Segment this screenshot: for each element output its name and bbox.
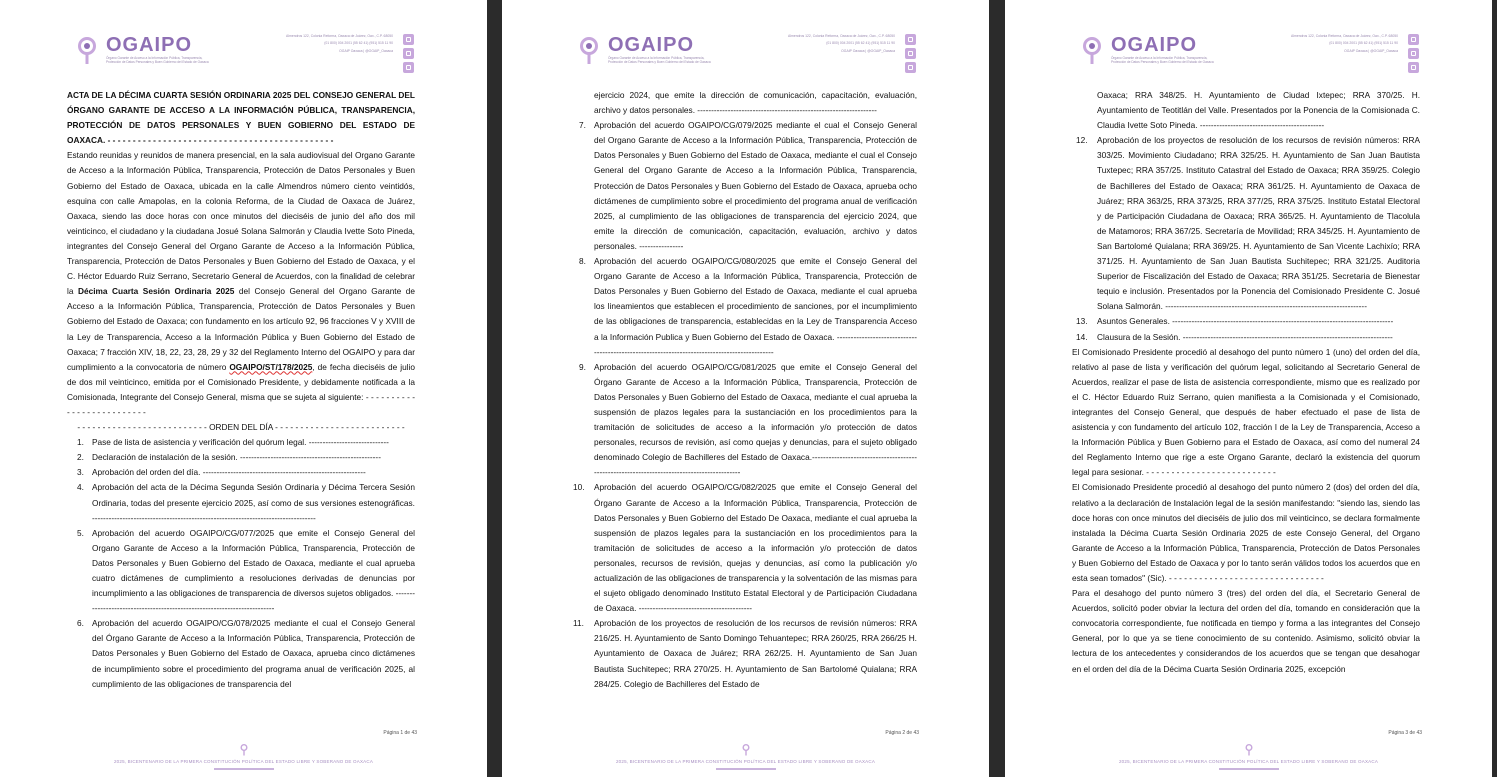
- location-icon: [1408, 34, 1419, 45]
- address-text: Almendros 122, Colonia Reforma, Oaxaca de Juárez, Oax., C.P. 68050: [788, 34, 895, 38]
- agenda-item: 1. Pase de lista de asistencia y verificación del quórum legal. -----------------------------: [77, 437, 389, 448]
- location-icon: [403, 34, 414, 45]
- footer-divider: [214, 768, 274, 770]
- page-header: [578, 34, 917, 74]
- address-text: Almendros 122, Colonia Reforma, Oaxaca de Juárez, Oax., C.P. 68050: [1291, 34, 1398, 38]
- page-number: Página 1 de 43: [383, 730, 417, 736]
- agenda-item: 6. Aprobación del acuerdo OGAIPO/CG/078/2025 mediante el cual el Consejo General del Órgano Garante de Acceso a la Información Pública, Transparencia, Protección de Datos Personales y Buen Gobierno del Estado de Oaxaca, aprueba cinco dictámenes de incumplimiento sobre el procedimiento del programa anual de verificación 2025, al cumplimiento de las obligaciones de transparencia del: [77, 618, 415, 689]
- intro-paragraph: Estando reunidas y reunidos de manera presencial, en la sala audiovisual del Organo Garante de Acceso a la Información Pública, Transparencia, Protección de Datos Personales y Buen Gobierno del Estado de Oaxaca, ubicada en la calle Almendros número ciento veintidós, esquina con calle Amapolas, en la colonia Reforma, de la Ciudad de Oaxaca de Juárez, Oaxaca, siendo las doce horas con once minutos del dieciséis de junio del año dos mil veinticinco, el ciudadano y la ciudadana Josué Solana Salmorán y Claudia Ivette Soto Pineda, integrantes del Consejo General del Organo Garante de Acceso a la Información Pública, Transparencia, Protección de Datos Personales y Buen Gobierno del Estado de Oaxaca, y el C. Héctor Eduardo Ruiz Serrano, Secretario General de Acuerdos, con la finalidad de celebrar la Décima Cuarta Sesión Ordinaria 2025 del Consejo General del Organo Garante de Acceso a la Información Pública, Transparencia, Protección de Datos Personales y Buen Gobierno del Estado de Oaxaca; con fundamento en los artículo 92, 96 fracciones V y XVIII de la Ley de Transparencia, Acceso a la Información Pública y Buen Gobierno del Estado de Oaxaca; 7 fracción XIV, 18, 22, 23, 28, 29 y 32 del Reglamento Interno del OGAIPO y para dar cumplimiento a la convocatoria de número OGAIPO/ST/178/2025, de fecha dieciséis de julio de dos mil veinticinco, emitida por el Comisionado Presidente, y debidamente notificada a la Comisionada, Integrante del Consejo General, misma que se sujeta al siguiente: - - - - - - - - - - - - - - - - - - - - - - - - - -: [67, 150, 415, 417]
- phone-text: (01 800) 004 2001 (55 62 41) (951) 515 11 90: [826, 40, 895, 45]
- brand-name: OGAIPO: [1111, 34, 1198, 56]
- contact-icons: [403, 34, 415, 76]
- location-icon: [905, 34, 916, 45]
- brand-name: OGAIPO: [106, 34, 193, 56]
- brand-name: OGAIPO: [608, 34, 695, 56]
- continued-text: ejercicio 2024, que emite la dirección de comunicación, capacitación, evaluación, archivo y datos personales. -----------------------------------------------------------------: [594, 90, 917, 116]
- document-page-2: [502, 0, 989, 777]
- agenda-list: [569, 118, 917, 692]
- page-header: [1081, 34, 1420, 74]
- footer-motto: 2025, BICENTENARIO DE LA PRIMERA CONSTITUCIÓN POLÍTICA DEL ESTADO LIBRE Y SOBERANO DE OAXACA: [113, 759, 374, 764]
- ogaipo-logo-icon: [1081, 37, 1103, 65]
- phone-icon: [905, 48, 916, 59]
- contact-block: [1278, 34, 1398, 56]
- social-text: OGAIP Oaxaca | @OGAIP_Oaxaca: [1344, 49, 1398, 54]
- agenda-item: 11. Aprobación de los proyectos de resolución de los recursos de revisión números: RRA 216/25. H. Ayuntamiento de Santo Domingo Tehuantepec; RRA 260/25, RRA 266/25 H. Ayuntamiento de Oaxaca de Juárez; RRA 262/25. H. Ayuntamiento de San Juan Bautista Suchitepec; RRA 270/25. H. Ayuntamiento de San Bartolomé Quialana; RRA 284/25. Colegio de Bachilleres del Estado de: [573, 618, 917, 689]
- phone-icon: [1408, 48, 1419, 59]
- social-text: OGAIP Oaxaca | @OGAIP_Oaxaca: [841, 49, 895, 54]
- footer-divider: [1219, 768, 1279, 770]
- social-text: OGAIP Oaxaca | @OGAIP_Oaxaca: [339, 49, 393, 54]
- orden-del-dia-heading: - - - - - - - - - - - - - - - - - - - - - - - - - - ORDEN DEL DÍA - - - - - - - - - - - - - - - - - - - - - - - - - -: [77, 422, 405, 433]
- ogaipo-logo-icon: [578, 37, 600, 65]
- footer-divider: [716, 768, 776, 770]
- footer-logo-icon: [742, 744, 750, 756]
- agenda-item: 14. Clausura de la Sesión. ----------------------------------------------------------------------------: [1076, 331, 1393, 342]
- page-number: Página 3 de 43: [1388, 730, 1422, 736]
- footer-logo-icon: [1245, 744, 1253, 756]
- agenda-item: 13. Asuntos Generales. --------------------------------------------------------------------------------: [1076, 316, 1394, 327]
- agenda-item: 10. Aprobación del acuerdo OGAIPO/CG/082/2025 que emite el Consejo General del Órgano Garante de Acceso a la Información Pública, Transparencia, Protección de Datos Personales y Buen Gobierno del Estado De Oaxaca, mediante el cual aprueba la suspensión de plazos legales para la sustanciación en los procedimientos para la tramitación de solicitudes de acceso a la información y/o protección de datos personales, recursos de revisión, quejas y denuncias, así como la publicación y/o actualización de las obligaciones de transparencia y la solventación de las mismas para el sujeto obligado denominado Instituto Estatal Electoral y de Participación Ciudadana de Oaxaca. -----------------------------------------: [573, 482, 917, 614]
- agenda-item: 2. Declaración de instalación de la sesión. ---------------------------------------------------: [77, 452, 381, 463]
- agenda-item: 4. Aprobación del acta de la Décima Segunda Sesión Ordinaria y Décima Tercera Sesión Ordinaria, todas del presente ejercicio 2025, así como de sus versiones estenográficas. ---------------------------------------------------------------------------------: [77, 482, 415, 523]
- social-icon: [1408, 62, 1419, 73]
- footer-motto: 2025, BICENTENARIO DE LA PRIMERA CONSTITUCIÓN POLÍTICA DEL ESTADO LIBRE Y SOBERANO DE OAXACA: [1118, 759, 1379, 764]
- brand-subtitle: Órgano Garante de Acceso a la Información Pública, Transparencia, Protección de Datos Personales y Buen Gobierno del Estado de Oaxaca: [608, 56, 711, 64]
- document-page-3: [1005, 0, 1492, 777]
- continued-text: Oaxaca; RRA 348/25. H. Ayuntamiento de Ciudad Ixtepec; RRA 370/25. H. Ayuntamiento de Teotitlán del Valle. Presentados por la Ponencia de la Comisionada C. Claudia Ivette Soto Pineda. ---------------------------------------------: [1097, 90, 1420, 131]
- brand-subtitle: Órgano Garante de Acceso a la Información Pública, Transparencia, Protección de Datos Personales y Buen Gobierno del Estado de Oaxaca: [106, 56, 209, 64]
- agenda-item: 7. Aprobación del acuerdo OGAIPO/CG/079/2025 mediante el cual el Consejo General del Organo Garante de Acceso a la Información Pública, Transparencia, Protección de Datos Personales y Buen Gobierno del Estado de Oaxaca, mediante el cual el Consejo General del Organo Garante de Acceso a la Información Pública, Transparencia, Protección de Datos Personales y Buen Gobierno del Estado de Oaxaca, aprueba ocho dictámenes de cumplimiento sobre el procedimiento del programa anual de verificación 2025, al cumplimiento de las obligaciones de transparencia del ejercicio 2024, que emite la dirección de comunicación, capacitación, evaluación, archivo y datos personales. ----------------: [579, 120, 917, 251]
- minutes-paragraph: El Comisionado Presidente procedió al desahogo del punto número 1 (uno) del orden del día, relativo al pase de lista y verificación del quórum legal, solicitando al Secretario General de Acuerdos, realizar el pase de lista de asistencia correspondiente, mismo que es realizado por el C. Héctor Eduardo Ruiz Serrano, quien manifiesta a la Comisionada y el Comisionado, integrantes del Consejo General, que después de haber efectuado el pase de lista de asistencia y con fundamento del artículo 102, fracción I de la Ley de Transparencia, Acceso a la Información Pública y Buen Gobierno para el Estado de Oaxaca, así como del numeral 24 del Reglamento Interno que rige a este Organo Garante, declaró la existencia del quorum legal para sesionar. - - - - - - - - - - - - - - - - - - - - - - - - - -: [1072, 346, 1420, 478]
- agenda-item: 8. Aprobación del acuerdo OGAIPO/CG/080/2025 que emite el Consejo General del Organo Garante de Acceso a la Información Pública, Transparencia, Protección de Datos Personales y Buen Gobierno del Estado de Oaxaca, mediante el cual aprueba los lineamientos que establecen el procedimiento de sanciones, por el incumplimiento de las obligaciones de transparencia, establecidas en la Ley de Transparencia Acceso a la Información Publica y Buen Gobierno del Estado de Oaxaca. ----------------------------------------------------------------------------------------------: [579, 256, 917, 357]
- agenda-item: 3. Aprobación del orden del día. -----------------------------------------------------------: [77, 467, 366, 478]
- contact-block: [775, 34, 895, 56]
- contact-icons: [1408, 34, 1420, 76]
- footer-motto: 2025, BICENTENARIO DE LA PRIMERA CONSTITUCIÓN POLÍTICA DEL ESTADO LIBRE Y SOBERANO DE OAXACA: [615, 759, 876, 764]
- page-number: Página 2 de 43: [885, 730, 919, 736]
- contact-block: [273, 34, 393, 56]
- footer-logo-icon: [240, 744, 248, 756]
- social-icon: [905, 62, 916, 73]
- agenda-item: 5. Aprobación del acuerdo OGAIPO/CG/077/2025 que emite el Consejo General del Organo Garante de Acceso a la Información Pública, Transparencia, Protección de Datos Personales y Buen Gobierno del Estado de Oaxaca, mediante el cual aprueba cuatro dictámenes de cumplimiento a resoluciones derivadas de denuncias por incumplimiento a las obligaciones de transparencia de diversos sujetos obligados. -------------------------------------------------------------------------: [77, 527, 415, 614]
- phone-text: (01 800) 004 2001 (55 62 41) (951) 515 11 90: [1329, 40, 1398, 45]
- agenda-list: [1072, 133, 1420, 344]
- brand-subtitle: Órgano Garante de Acceso a la Información Pública, Transparencia, Protección de Datos Personales y Buen Gobierno del Estado de Oaxaca: [1111, 56, 1214, 64]
- page-body: [67, 88, 415, 692]
- minutes-paragraph: El Comisionado Presidente procedió al desahogo del punto número 2 (dos) del orden del día, relativo a la declaración de Instalación legal de la sesión manifestando: "siendo las, siendo las doce horas con once minutos del dieciséis de julio dos mil veinticinco, se declara formalmente instalada la Décima Cuarta Sesión Ordinaria 2025 de este Consejo General, del Organo Garante de Acceso a la Información Pública, Transparencia, Protección de Datos Personales y Buen Gobierno del Estado de Oaxaca y por lo tanto serán válidos todos los acuerdos que en esta sean tomados" (Sic). - - - - - - - - - - - - - - - - - - - - - - - - - - - - - - -: [1072, 482, 1420, 583]
- agenda-item: 9. Aprobación del acuerdo OGAIPO/CG/081/2025 que emite el Consejo General del Órgano Garante de Acceso a la Información Pública, Transparencia, Protección de Datos Personales y Buen Gobierno del Estado de Oaxaca, mediante el cual aprueba la suspensión de plazos legales para la sustanciación en los procedimientos para la tramitación de solicitudes de acceso a la información y/o protección de datos personales, recursos de revisión, así como quejas y denuncias, para el sujeto obligado denominado Colegio de Bachilleres del Estado de Oaxaca.-------------------------------------------------------------------------------------------: [579, 361, 917, 478]
- social-icon: [403, 62, 414, 73]
- phone-icon: [403, 48, 414, 59]
- contact-icons: [905, 34, 917, 76]
- address-text: Almendros 122, Colonia Reforma, Oaxaca de Juárez, Oax., C.P. 68050: [286, 34, 393, 38]
- page-body: [569, 88, 917, 692]
- minutes-paragraph: Para el desahogo del punto número 3 (tres) del orden del día, el Secretario General de Acuerdos, solicitó poder obviar la lectura del orden del día, tomando en consideración que la convocatoria correspondiente, fue notificada en tiempo y forma a las integrantes del Consejo General, por lo que ya se tiene conocimiento de su contenido. Asimismo, solicitó obviar la lectura de los antecedentes y considerandos de los acuerdos que se tengan que desahogar en el orden del día de la Décima Cuarta Sesión Ordinaria 2025, excepción: [1072, 588, 1420, 674]
- page-body: [1072, 88, 1420, 677]
- agenda-item: 12. Aprobación de los proyectos de resolución de los recursos de revisión números: RRA 303/25. Movimiento Ciudadano; RRA 325/25. H. Ayuntamiento de San Juan Bautista Tuxtepec; RRA 357/25. Instituto Catastral del Estado de Oaxaca; RRA 359/25. Colegio de Bachilleres del Estado de Oaxaca; RRA 361/25. H. Ayuntamiento de Oaxaca de Juárez; RRA 363/25, RRA 373/25, RRA 377/25, RRA 375/25. Instituto Estatal Electoral y de Participación Ciudadana de Oaxaca; RRA 365/25. H. Ayuntamiento de Tlacolula de Matamoros; RRA 367/25. Secretaría de Movilidad; RRA 345/25. H. Ayuntamiento de San Bartolomé Quialana; RRA 369/25. H. Ayuntamiento de San Vicente Lachixío; RRA 371/25. H. Ayuntamiento de San Juan Bautista Suchitepec; RRA 321/25. Auditoria Superior de Fiscalización del Estado de Oaxaca; RRA 351/25. Secretaria de Bienestar tequio e inclusión. Presentados por la Ponencia del Comisionado Presidente C. Josué Solana Salmorán. -------------------------------------------------------------------------: [1076, 135, 1420, 312]
- ogaipo-logo-icon: [76, 37, 98, 65]
- page-header: [76, 34, 415, 74]
- agenda-list: [67, 435, 415, 692]
- document-page-1: [0, 0, 487, 777]
- act-title: ACTA DE LA DÉCIMA CUARTA SESIÓN ORDINARIA 2025 DEL CONSEJO GENERAL DEL ÓRGANO GARANTE DE ACCESO A LA INFORMACIÓN PÚBLICA, TRANSPARENCIA, PROTECCIÓN DE DATOS PERSONALES Y BUEN GOBIERNO DEL ESTADO DE OAXACA. - - - - - - - - - - - - - - - - - - - - - - - - - - - - - - - - - - - - - - - - - - - - -: [67, 90, 415, 146]
- phone-text: (01 800) 004 2001 (55 62 41) (951) 515 11 90: [324, 40, 393, 45]
